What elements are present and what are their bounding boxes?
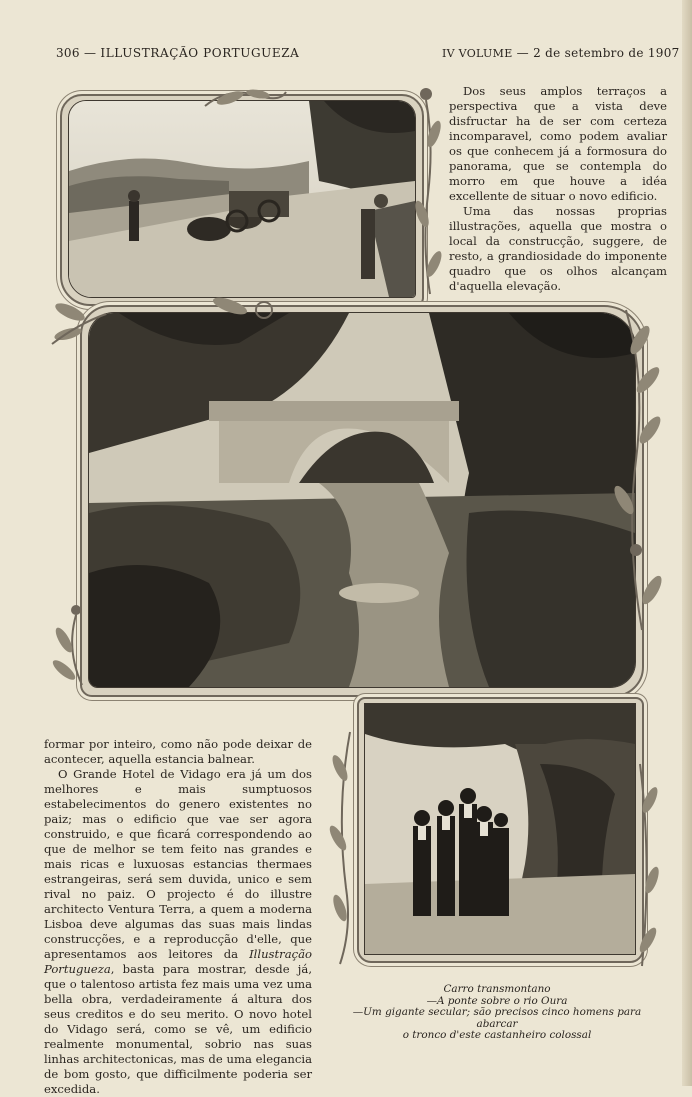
leaf-ornament: [200, 288, 290, 328]
page-edge: [682, 0, 692, 1086]
leaf-ornament: [326, 728, 362, 968]
leaf-ornament: [200, 84, 290, 114]
publication-reference: Illustração Portugueza: [44, 947, 312, 976]
paragraph: [44, 767, 312, 1097]
paragraph: Dos seus amplos terraços a perspectiva que a vista deve disfructar ha de ser com certeza incomparavel, como podem avaliar os que conhecem já a formosura do panorama, que se contempla do morro em que houve a idéa excellente de situar o novo edificio.: [449, 84, 667, 203]
issue-date: 2 de setembro de 1907: [533, 46, 680, 60]
running-head-left: [56, 46, 299, 60]
page-number: 306: [56, 46, 80, 60]
carro-transmontano-photo: [68, 100, 416, 298]
publication-title: ILLUSTRAÇÃO PORTUGUEZA: [100, 46, 300, 60]
leaf-ornament: [46, 600, 96, 690]
caption-line: o tronco d'este castanheiro colossal: [402, 1029, 592, 1041]
volume-label: IV VOLUME: [442, 47, 513, 60]
header-dash-left: —: [83, 46, 97, 60]
castanheiro-photo: [364, 703, 636, 955]
leaf-ornament: [596, 300, 666, 640]
caption-line: Carro transmontano: [443, 983, 551, 995]
article-text-top: [449, 84, 667, 294]
ponte-rio-oura-photo: [88, 312, 636, 688]
leaf-ornament: [630, 760, 660, 970]
leaf-ornament: [48, 294, 108, 354]
article-text-bottom: [44, 737, 312, 1097]
caption-line: —Um gigante secular; são precisos cinco homens para abarcar: [352, 1006, 642, 1030]
paragraph-text: O Grande Hotel de Vidago era já um dos melhores e mais sumptuosos estabelecimentos do genero existentes no paiz; mas o edificio que vae ser agora construido, e que ficará correspondendo ao que de melhor se tem feito nas grandes e mais ricas e luxuosas estancias thermaes estrangeiras, será sem duvida, unico e sem rival no paiz. O projecto é do illustre architecto Ventura Terra, a quem a moderna Lisboa deve algumas das suas mais lindas construcções, e a reproducção d'elle, que apresentamos aos leitores da: [44, 767, 312, 961]
paragraph-text: , basta para mostrar, desde já, que o talentoso artista fez mais uma vez uma bella obra, verdadeiramente á altura dos seus creditos e do seu merito. O novo hotel do Vidago será, como se vê, um edificio realmente monumental, sobrio nas suas linhas architectonicas, mas de uma elegancia de bom gosto, que difficilmente poderia ser excedida.: [44, 962, 312, 1096]
paragraph: Uma das nossas proprias illustrações, aquella que mostra o local da construcção, suggere, de resto, a grandiosidade do imponente quadro que os olhos alcançam d'aquella elevação.: [449, 204, 667, 293]
header-dash-right: —: [516, 46, 529, 60]
paragraph: formar por inteiro, como não pode deixar de acontecer, aquella estancia balnear.: [44, 737, 312, 766]
leaf-ornament: [414, 84, 444, 304]
photo-captions: [332, 984, 662, 1042]
running-head-right: [442, 46, 680, 60]
caption-line: —A ponte sobre o rio Oura: [426, 994, 568, 1007]
